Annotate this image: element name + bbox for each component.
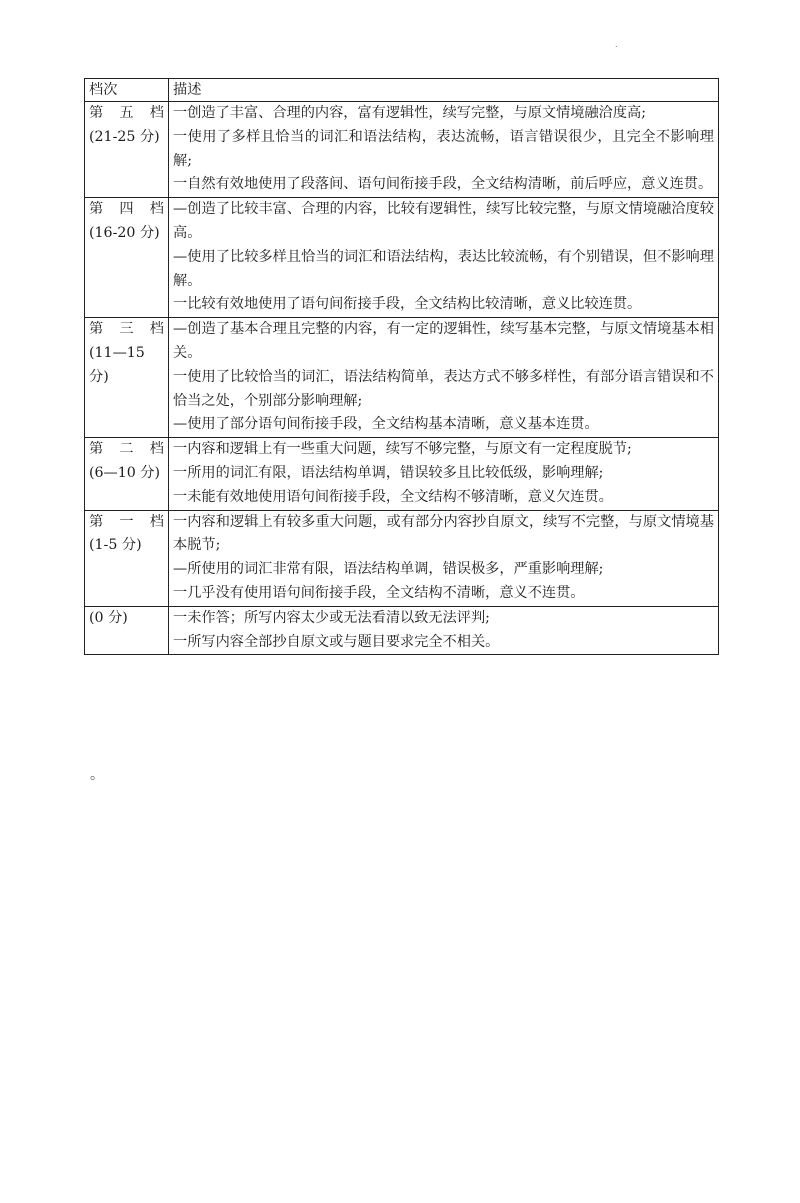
criterion-line: —创造了比较丰富、合理的内容，比较有逻辑性，续写比较完整，与原文情境融洽度较高。 — [173, 201, 714, 241]
level-name: 第 五 档 — [89, 105, 164, 121]
description-column-header: 描述 — [169, 79, 719, 102]
table-row — [85, 198, 719, 318]
criterion-line: —使用了部分语句间衔接手段，全文结构基本清晰，意义基本连贯。 — [173, 416, 599, 433]
page-dot: . — [615, 40, 618, 49]
table-row — [85, 510, 719, 606]
level-range: (6—10 分) — [89, 464, 161, 481]
table-row — [85, 318, 719, 438]
description-cell — [169, 198, 719, 318]
level-cell — [85, 438, 169, 510]
description-cell — [169, 102, 719, 198]
level-name: 第 二 档 — [89, 441, 164, 458]
criterion-line: 一使用了比较恰当的词汇，语法结构简单，表达方式不够多样性，有部分语言错误和不恰当之处，个别部分影响理解; — [173, 368, 714, 409]
level-range: (11—15 分) — [89, 344, 145, 385]
level-cell — [85, 606, 169, 655]
criterion-line: —所使用的词汇非常有限，语法结构单调，错误极多，严重影响理解; — [173, 561, 604, 578]
description-cell — [169, 438, 719, 510]
level-cell — [85, 318, 169, 438]
criterion-line: 一比较有效地使用了语句间衔接手段，全文结构比较清晰，意义比较连贯。 — [173, 296, 642, 313]
level-name: 第 四 档 — [89, 201, 164, 218]
level-range: (21-25 分) — [89, 128, 160, 145]
table-row — [85, 438, 719, 510]
criterion-line: 一所用的词汇有限，语法结构单调，错误较多且比较低级，影响理解; — [173, 464, 604, 481]
scoring-rubric-table — [84, 78, 719, 655]
table-row — [85, 606, 719, 655]
criterion-line: 一使用了多样且恰当的词汇和语法结构，表达流畅，语言错误很少，且完全不影响理解; — [173, 128, 714, 169]
description-cell — [169, 606, 719, 655]
criterion-line: 一未作答；所写内容太少或无法看清以致无法评判; — [173, 609, 490, 626]
level-range: (1-5 分) — [89, 537, 142, 554]
criterion-line: 一所写内容全部抄自原文或与题目要求完全不相关。 — [173, 633, 500, 650]
level-cell — [85, 510, 169, 606]
criterion-line: 一未能有效地使用语句间衔接手段，全文结构不够清晰，意义欠连贯。 — [173, 488, 613, 505]
criterion-line: 一自然有效地使用了段落间、语句间衔接手段，全文结构清晰，前后呼应，意义连贯。 — [173, 176, 713, 193]
level-column-header: 档次 — [85, 79, 169, 102]
description-cell — [169, 510, 719, 606]
level-name: 第 一 档 — [89, 513, 164, 530]
level-cell — [85, 198, 169, 318]
criterion-line: 一内容和逻辑上有较多重大问题，或有部分内容抄自原文，续写不完整，与原文情境基本脱节; — [173, 513, 714, 554]
table-row — [85, 102, 719, 198]
level-range: (16-20 分) — [89, 224, 160, 241]
level-range: (0 分) — [89, 609, 128, 626]
table-header-row — [85, 79, 719, 102]
criterion-line: —使用了比较多样且恰当的词汇和语法结构，表达比较流畅，有个别错误，但不影响理解。 — [173, 248, 714, 289]
description-cell — [169, 318, 719, 438]
criterion-line: 一内容和逻辑上有一些重大问题，续写不够完整，与原文有一定程度脱节; — [173, 441, 632, 458]
trailing-period: 。 — [90, 767, 104, 783]
criterion-line: —创造了基本合理且完整的内容，有一定的逻辑性，续写基本完整，与原文情境基本相关。 — [173, 321, 714, 361]
level-cell — [85, 102, 169, 198]
criterion-line: 一创造了丰富、合理的内容，富有逻辑性，续写完整，与原文情境融洽度高; — [173, 105, 646, 121]
level-name: 第 三 档 — [89, 321, 164, 338]
criterion-line: 一几乎没有使用语句间衔接手段，全文结构不清晰，意义不连贯。 — [173, 584, 585, 601]
